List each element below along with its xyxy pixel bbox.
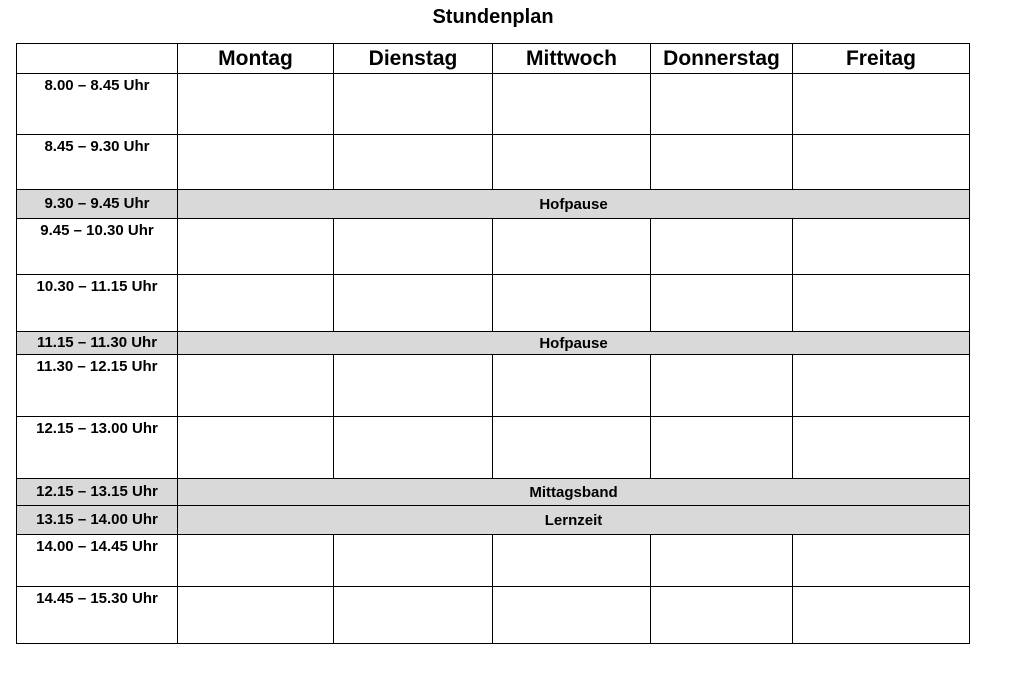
break-label: Hofpause: [178, 332, 970, 355]
lesson-cell[interactable]: [334, 135, 493, 190]
break-label: Mittagsband: [178, 479, 970, 506]
time-slot-label: 11.15 – 11.30 Uhr: [17, 332, 178, 355]
time-slot-label: 14.00 – 14.45 Uhr: [17, 535, 178, 587]
lesson-cell[interactable]: [651, 535, 793, 587]
time-slot-label: 10.30 – 11.15 Uhr: [17, 275, 178, 332]
corner-cell: [17, 44, 178, 74]
lesson-row: [17, 417, 970, 479]
lesson-cell[interactable]: [334, 535, 493, 587]
lesson-cell[interactable]: [178, 587, 334, 644]
lesson-cell[interactable]: [334, 417, 493, 479]
break-row: [17, 506, 970, 535]
lesson-cell[interactable]: [334, 587, 493, 644]
lesson-cell[interactable]: [793, 355, 970, 417]
lesson-cell[interactable]: [493, 587, 651, 644]
lesson-cell[interactable]: [493, 275, 651, 332]
header-row: [17, 44, 970, 74]
lesson-cell[interactable]: [334, 219, 493, 275]
time-slot-label: 9.30 – 9.45 Uhr: [17, 190, 178, 219]
day-header-monday: Montag: [178, 44, 334, 74]
lesson-cell[interactable]: [178, 219, 334, 275]
lesson-cell[interactable]: [493, 219, 651, 275]
lesson-cell[interactable]: [651, 417, 793, 479]
time-slot-label: 14.45 – 15.30 Uhr: [17, 587, 178, 644]
lesson-row: [17, 535, 970, 587]
day-header-thursday: Donnerstag: [651, 44, 793, 74]
lesson-cell[interactable]: [651, 135, 793, 190]
day-header-wednesday: Mittwoch: [493, 44, 651, 74]
lesson-cell[interactable]: [793, 535, 970, 587]
timetable-body: [17, 74, 970, 644]
time-slot-label: 12.15 – 13.00 Uhr: [17, 417, 178, 479]
page-title: Stundenplan: [432, 6, 554, 28]
lesson-cell[interactable]: [651, 74, 793, 135]
time-slot-label: 8.45 – 9.30 Uhr: [17, 135, 178, 190]
lesson-cell[interactable]: [493, 535, 651, 587]
lesson-cell[interactable]: [334, 275, 493, 332]
lesson-row: [17, 355, 970, 417]
lesson-cell[interactable]: [651, 275, 793, 332]
time-slot-label: 9.45 – 10.30 Uhr: [17, 219, 178, 275]
break-label: Hofpause: [178, 190, 970, 219]
lesson-row: [17, 219, 970, 275]
lesson-cell[interactable]: [178, 355, 334, 417]
break-label: Lernzeit: [178, 506, 970, 535]
lesson-cell[interactable]: [793, 74, 970, 135]
lesson-cell[interactable]: [178, 417, 334, 479]
lesson-cell[interactable]: [493, 135, 651, 190]
lesson-cell[interactable]: [178, 275, 334, 332]
lesson-cell[interactable]: [493, 355, 651, 417]
lesson-cell[interactable]: [493, 417, 651, 479]
lesson-cell[interactable]: [793, 275, 970, 332]
lesson-cell[interactable]: [493, 74, 651, 135]
lesson-cell[interactable]: [651, 355, 793, 417]
time-slot-label: 12.15 – 13.15 Uhr: [17, 479, 178, 506]
time-slot-label: 8.00 – 8.45 Uhr: [17, 74, 178, 135]
lesson-row: [17, 275, 970, 332]
lesson-cell[interactable]: [793, 219, 970, 275]
lesson-cell[interactable]: [334, 74, 493, 135]
time-slot-label: 13.15 – 14.00 Uhr: [17, 506, 178, 535]
lesson-cell[interactable]: [178, 535, 334, 587]
day-header-tuesday: Dienstag: [334, 44, 493, 74]
lesson-cell[interactable]: [334, 355, 493, 417]
timetable: [16, 43, 970, 644]
lesson-row: [17, 74, 970, 135]
lesson-cell[interactable]: [178, 135, 334, 190]
lesson-row: [17, 587, 970, 644]
break-row: [17, 190, 970, 219]
lesson-cell[interactable]: [793, 135, 970, 190]
lesson-cell[interactable]: [793, 417, 970, 479]
day-header-friday: Freitag: [793, 44, 970, 74]
break-row: [17, 479, 970, 506]
lesson-cell[interactable]: [178, 74, 334, 135]
lesson-cell[interactable]: [651, 587, 793, 644]
time-slot-label: 11.30 – 12.15 Uhr: [17, 355, 178, 417]
lesson-cell[interactable]: [651, 219, 793, 275]
lesson-cell[interactable]: [793, 587, 970, 644]
lesson-row: [17, 135, 970, 190]
break-row: [17, 332, 970, 355]
